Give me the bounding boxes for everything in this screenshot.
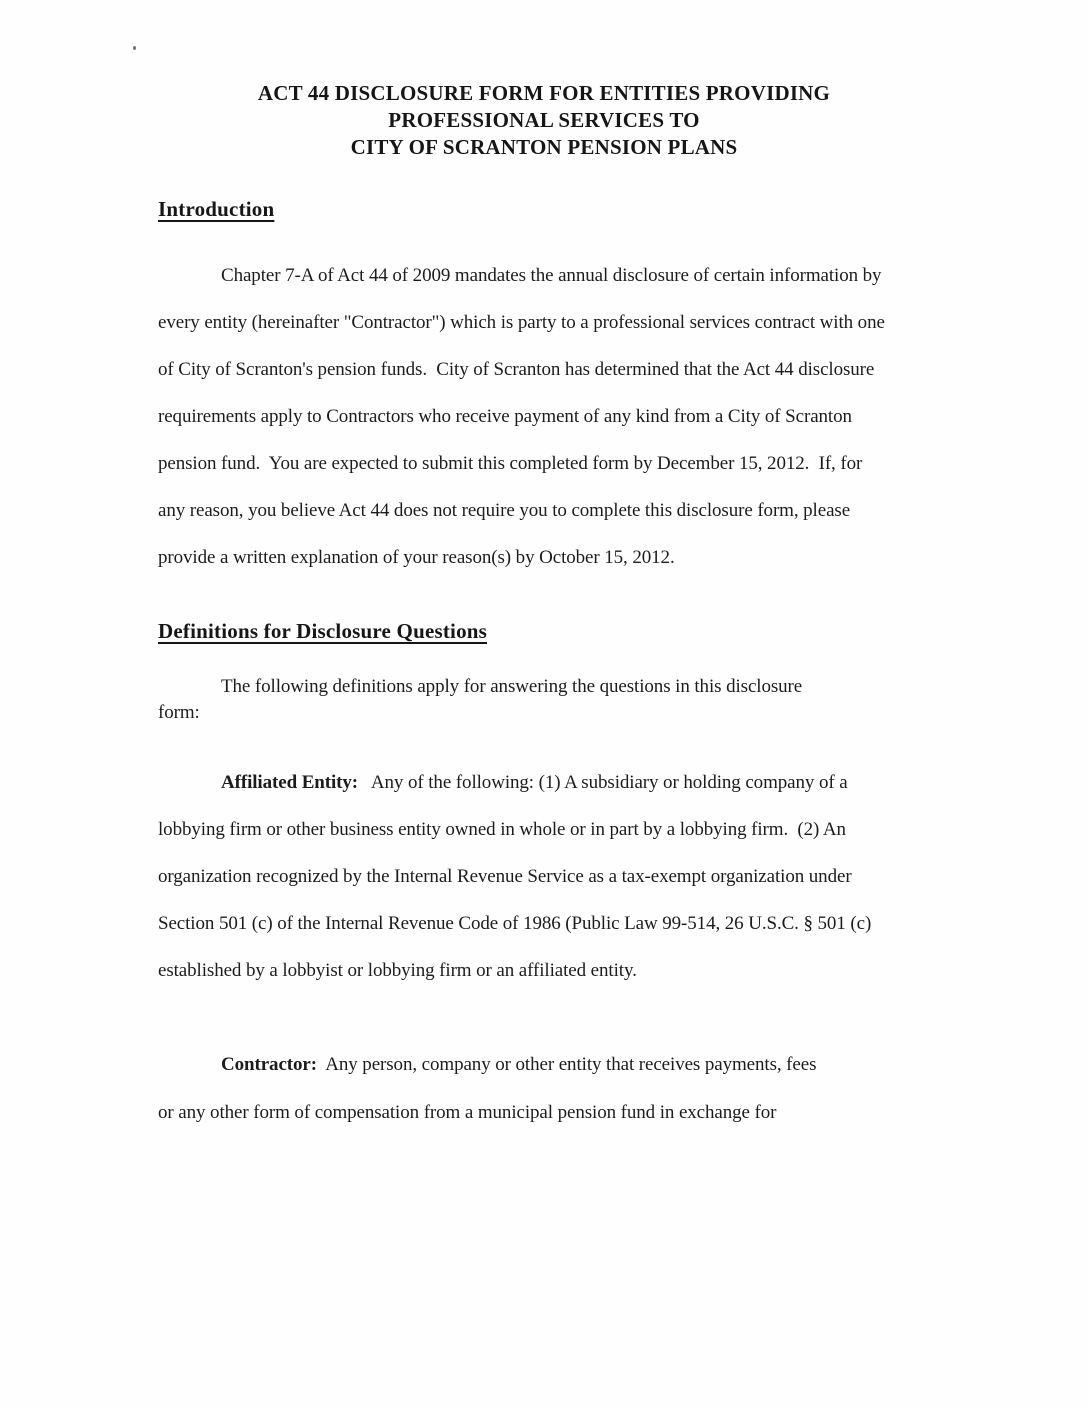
definition-text: Any person, company or other entity that receives payments, fees [316, 1054, 817, 1075]
paragraph-line: lobbying firm or other business entity owned in whole or in part by a lobbying firm. (2) An [158, 819, 846, 840]
introduction-paragraph [158, 252, 885, 581]
paragraph-line: requirements apply to Contractors who receive payment of any kind from a City of Scranton [158, 406, 852, 427]
title-line-3: CITY OF SCRANTON PENSION PLANS [350, 135, 738, 159]
paragraph-line [158, 759, 871, 806]
paragraph-line: Chapter 7-A of Act 44 of 2009 mandates the annual disclosure of certain information by [221, 265, 882, 286]
contractor-definition [158, 1041, 816, 1137]
paragraph-line: of City of Scranton's pension funds. City of Scranton has determined that the Act 44 disclosure [158, 359, 875, 380]
affiliated-entity-definition [158, 759, 871, 994]
title-line-1: ACT 44 DISCLOSURE FORM FOR ENTITIES PROVIDING [257, 81, 831, 105]
scan-artifact [133, 46, 136, 50]
paragraph-line: any reason, you believe Act 44 does not require you to complete this disclosure form, please [158, 500, 851, 521]
document-title [144, 80, 944, 161]
section-heading-definitions: Definitions for Disclosure Questions [158, 619, 488, 643]
definition-text: Any of the following: (1) A subsidiary or holding company of a [358, 772, 848, 793]
paragraph-line: Section 501 (c) of the Internal Revenue Code of 1986 (Public Law 99-514, 26 U.S.C. § 501 (c) [158, 913, 872, 934]
paragraph-line: form: [158, 702, 200, 723]
paragraph-line: The following definitions apply for answering the questions in this disclosure [221, 676, 803, 697]
paragraph-line: organization recognized by the Internal Revenue Service as a tax-exempt organization under [158, 866, 852, 887]
definition-term: Contractor: [221, 1054, 317, 1075]
paragraph-line: pension fund. You are expected to submit this completed form by December 15, 2012. If, for [158, 453, 863, 474]
title-line-2: PROFESSIONAL SERVICES TO [388, 108, 700, 132]
definitions-intro-paragraph [158, 674, 802, 726]
paragraph-line: or any other form of compensation from a municipal pension fund in exchange for [158, 1102, 777, 1123]
paragraph-line: established by a lobbyist or lobbying firm or an affiliated entity. [158, 960, 637, 981]
section-heading-introduction: Introduction [158, 197, 275, 221]
definition-term: Affiliated Entity: [221, 772, 358, 793]
paragraph-line [158, 1041, 816, 1089]
paragraph-line: provide a written explanation of your reason(s) by October 15, 2012. [158, 547, 675, 568]
paragraph-line: every entity (hereinafter "Contractor") which is party to a professional services contract with one [158, 312, 885, 333]
